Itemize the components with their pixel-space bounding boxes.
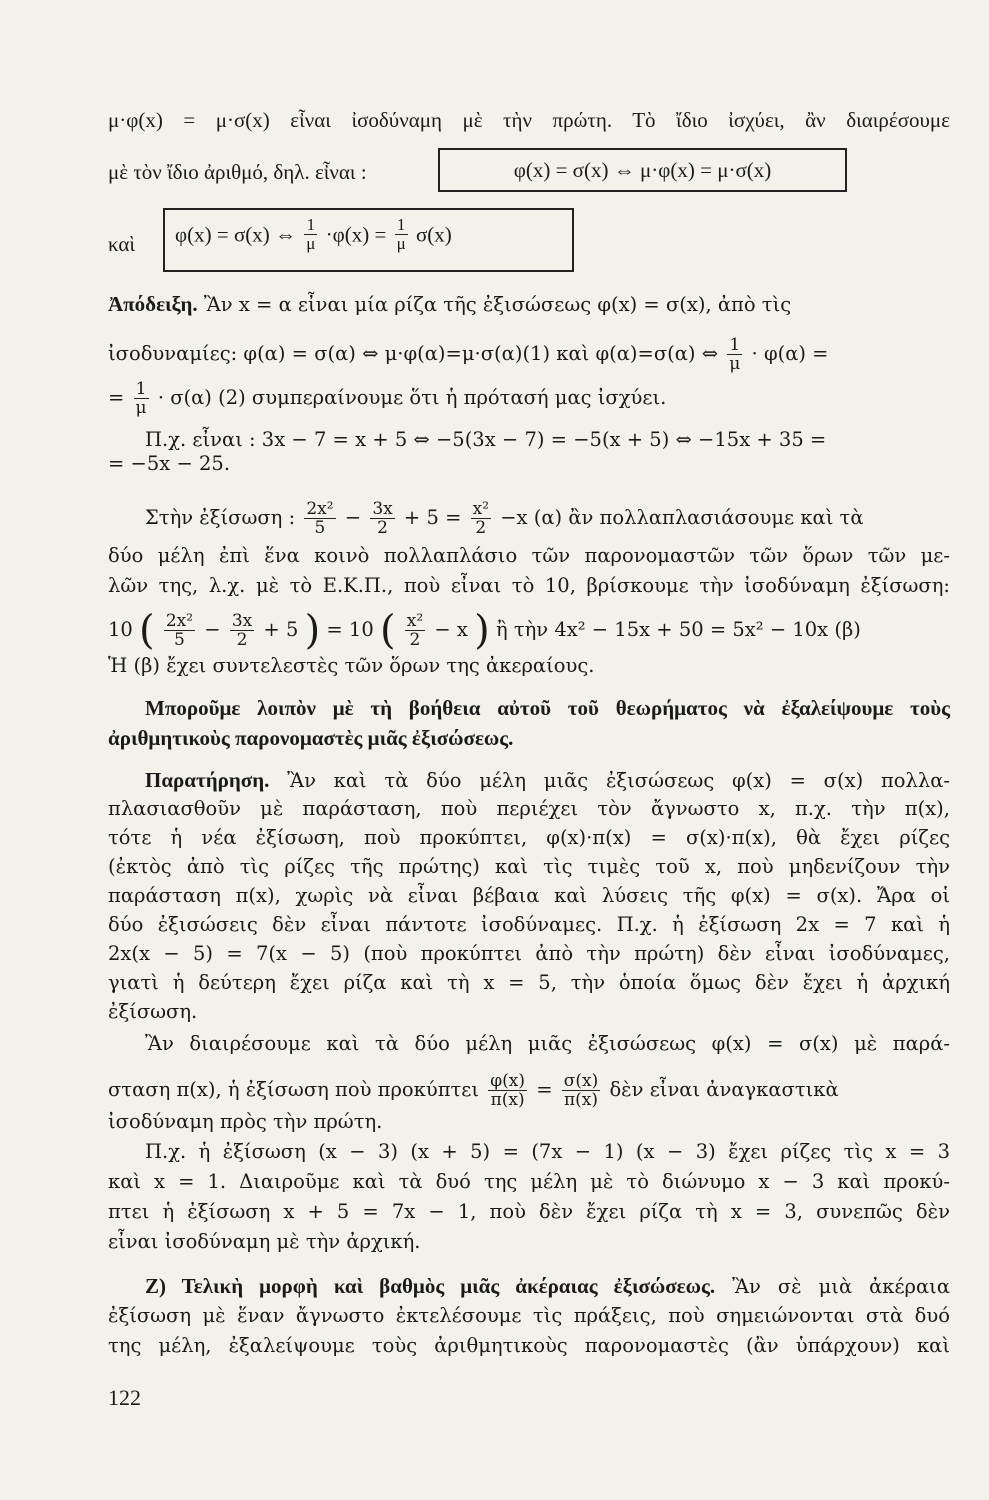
text: Στὴν ἐξίσωση :: [145, 506, 296, 529]
fraction: [370, 500, 394, 537]
fraction-denominator: 2: [475, 518, 487, 538]
fraction-denominator: 5: [314, 518, 326, 538]
text-line: ἰσοδύναμη πρὸς τὴν πρώτη.: [108, 1110, 383, 1133]
fraction-denominator: μ: [306, 234, 316, 253]
fraction-denominator: μ: [135, 398, 147, 418]
text: −: [204, 618, 221, 641]
proof-text: · φ(α) =: [751, 342, 829, 365]
fraction-numerator: φ(x): [490, 1071, 526, 1091]
fraction-denominator: μ: [396, 234, 406, 253]
text-line: = −5x − 25.: [108, 452, 231, 475]
fraction-numerator: 1: [134, 380, 149, 399]
fraction: [304, 216, 317, 253]
text-line: Ἡ (β) ἔχει συντελεστὲς τῶν ὅρων της ἀκεραίους.: [108, 654, 595, 677]
fraction: [230, 612, 254, 649]
text-line: ἐξίσωση μὲ ἕναν ἄγνωστο ἐκτελέσουμε τὶς πράξεις, ποὺ σημειώνονται στὰ δυό: [108, 1304, 950, 1327]
formula-part: ·φ(x) =: [325, 222, 387, 247]
fraction: [134, 380, 149, 417]
equation-line: [145, 500, 950, 537]
equation-line: [108, 1072, 950, 1109]
formula-part: σ(x): [415, 222, 452, 247]
proof-title: Ἀπόδειξη.: [108, 292, 198, 316]
text: Ἂν σὲ μιὰ ἀκέραια: [732, 1275, 950, 1298]
fraction-denominator: 5: [174, 630, 185, 650]
section-heading: Ζ) Τελικὴ μορφὴ καὶ βαθμὸς μιᾶς ἀκέραιας ἐξισώσεως.: [145, 1274, 716, 1298]
text: Ἂν καὶ τὰ δύο μέλη μιᾶς ἐξισώσεως φ(x) = σ(x) πολλα-: [287, 769, 950, 792]
fraction-numerator: 3x: [231, 611, 253, 631]
fraction-numerator: 1: [727, 336, 742, 355]
fraction-denominator: 2: [377, 518, 388, 538]
text: = 10: [326, 618, 374, 641]
text-line: Ἂν διαιρέσουμε καὶ τὰ δύο μέλη μιᾶς ἐξισώσεως φ(x) = σ(x) μὲ παρά-: [145, 1032, 950, 1055]
text-line: (ἐκτὸς ἀπὸ τὶς ρίζες τῆς πρώτης) καὶ τὶς τιμὲς τοῦ x, ποὺ μηδενίζουν τὴν: [108, 855, 950, 878]
text: + 5 =: [403, 506, 462, 529]
text-line: πλασιασθοῦν μὲ παράσταση, ποὺ περιέχει τὸν ἄγνωστο x, π.χ. τὴν π(x),: [108, 797, 950, 820]
paren: ): [304, 607, 321, 654]
text-line: τότε ἡ νέα ἐξίσωση, ποὺ προκύπτει, φ(x)·π(x) = σ(x)·π(x), θὰ ἔχει ρίζες: [108, 826, 950, 849]
fraction: [488, 1072, 527, 1109]
paren: (: [139, 607, 155, 654]
text-line: [108, 292, 950, 317]
paren: ): [474, 607, 490, 654]
proof-text: Ἂν x = α εἶναι μία ρίζα τῆς ἐξισώσεως φ(x) = σ(x), ἀπὸ τὶς: [203, 293, 792, 316]
text-line: πτει ἡ ἐξίσωση x + 5 = 7x − 1, ποὺ δὲν ἔχει ρίζα τὴ x = 3, συνεπῶς δὲν: [108, 1200, 950, 1223]
fraction-numerator: 3x: [372, 499, 393, 519]
text-line: ἐξίσωση.: [108, 1000, 198, 1023]
fraction: [727, 336, 742, 373]
text-line: λῶν της, λ.χ. μὲ τὸ Ε.Κ.Π., ποὺ εἶναι τὸ 10, βρίσκουμε τὴν ἰσοδύναμη ἐξίσωση:: [108, 574, 950, 597]
formula-part: φ(x) = σ(x) ⇔: [175, 222, 297, 247]
fraction: [405, 612, 425, 649]
fraction-numerator: x²: [472, 499, 490, 519]
text-line: Π.χ. εἶναι : 3x − 7 = x + 5 ⇔ −5(3x − 7) = −5(x + 5) ⇔ −15x + 35 =: [145, 428, 827, 451]
text: δὲν εἶναι ἀναγκαστικὰ: [609, 1078, 839, 1101]
text-line: δύο ἐξισώσεις δὲν εἶναι πάντοτε ἰσοδύναμες. Π.χ. ἡ ἐξίσωση 2x = 7 καὶ ἡ: [108, 913, 950, 936]
fraction-numerator: 2x²: [165, 611, 194, 631]
text-line: [108, 336, 950, 373]
bold-line: ἀριθμητικοὺς παρονομαστὲς μιᾶς ἐξισώσεως.: [108, 726, 514, 750]
equivalence-formula: φ(x) = σ(x) ⇔ μ·φ(x) = μ·σ(x): [513, 158, 772, 182]
fraction-denominator: μ: [729, 354, 741, 374]
fraction: [395, 216, 408, 253]
text-line: δύο μέλη ἐπὶ ἕνα κοινὸ πολλαπλάσιο τῶν παρονομαστῶν τῶν ὅρων τῶν με-: [108, 544, 950, 567]
text: ἢ τὴν 4x² − 15x + 50 = 5x² − 10x (β): [495, 618, 861, 641]
text-line: 2x(x − 5) = 7(x − 5) (ποὺ προκύπτει ἀπὸ τὴν πρώτη) δὲν εἶναι ἰσοδύναμες,: [108, 942, 950, 965]
text: −: [344, 506, 362, 529]
bold-line: Μποροῦμε λοιπὸν μὲ τὴ βοήθεια αὐτοῦ τοῦ θεωρήματος νὰ ἐξαλείψουμε τοὺς: [145, 696, 950, 720]
text-line: [145, 768, 950, 793]
fraction: [471, 500, 491, 537]
text-line: καὶ x = 1. Διαιροῦμε καὶ τὰ δυό της μέλη μὲ τὸ διώνυμο x − 3 καὶ προκύ-: [108, 1170, 950, 1193]
fraction-denominator: π(x): [490, 1090, 525, 1110]
remark-title: Παρατήρηση.: [145, 768, 270, 792]
proof-text: ἰσοδυναμίες: φ(α) = σ(α) ⇔ μ·φ(α)=μ·σ(α)(1) καὶ φ(α)=σ(α) ⇔: [108, 342, 719, 365]
text: −x (α) ἂν πολλαπλασιάσουμε καὶ τὰ: [500, 506, 864, 529]
equation-line: [108, 607, 950, 654]
text-line: [108, 380, 950, 417]
division-equivalence-box: [163, 208, 574, 272]
proof-text: =: [108, 386, 125, 409]
text: σταση π(x), ἡ ἐξίσωση ποὺ προκύπτει: [108, 1078, 480, 1101]
text-line: μὲ τὸν ἴδιο ἀριθμό, δηλ. εἶναι :: [108, 160, 367, 184]
fraction: [164, 612, 195, 649]
fraction-denominator: 2: [236, 630, 248, 650]
fraction-numerator: 2x²: [306, 499, 334, 519]
text-line: μ·φ(x) = μ·σ(x) εἶναι ἰσοδύναμη μὲ τὴν πρώτη. Τὸ ἴδιο ἰσχύει, ἂν διαιρέσουμε: [108, 108, 950, 132]
text-line: Π.χ. ἡ ἐξίσωση (x − 3) (x + 5) = (7x − 1) (x − 3) ἔχει ρίζες τὶς x = 3: [145, 1140, 950, 1163]
text-line: της μέλη, ἐξαλείψουμε τοὺς ἀριθμητικοὺς παρονομαστὲς (ἂν ὑπάρχουν) καὶ: [108, 1334, 950, 1357]
text: − x: [434, 618, 468, 641]
text: + 5: [263, 618, 299, 641]
text-line: παράσταση π(x), χωρὶς νὰ εἶναι βέβαια καὶ λύσεις τῆς φ(x) = σ(x). Ἄρα οἱ: [108, 884, 950, 907]
fraction: [562, 1072, 600, 1109]
equivalence-box: [438, 148, 847, 192]
text: =: [536, 1078, 553, 1101]
text-line: καὶ: [108, 232, 136, 256]
fraction-numerator: x²: [406, 611, 424, 631]
text: 10: [108, 618, 133, 641]
text-line: εἶναι ἰσοδύναμη μὲ τὴν ἀρχική.: [108, 1230, 421, 1253]
fraction-numerator: σ(x): [563, 1071, 599, 1091]
fraction-numerator: 1: [304, 216, 317, 235]
fraction-denominator: π(x): [563, 1090, 599, 1110]
page-number: 122: [108, 1385, 141, 1410]
paren: (: [379, 607, 396, 654]
proof-text: · σ(α) (2) συμπεραίνουμε ὅτι ἡ πρότασή μας ἰσχύει.: [157, 386, 667, 409]
section-heading-line: [145, 1274, 950, 1299]
text-line: γιατὶ ἡ δεύτερη ἔχει ρίζα καὶ τὴ x = 5, τὴν ὁποία ὅμως δὲν ἔχει ἡ ἀρχική: [108, 971, 950, 994]
fraction-denominator: 2: [409, 630, 421, 650]
fraction-numerator: 1: [395, 216, 408, 235]
fraction: [304, 500, 335, 537]
